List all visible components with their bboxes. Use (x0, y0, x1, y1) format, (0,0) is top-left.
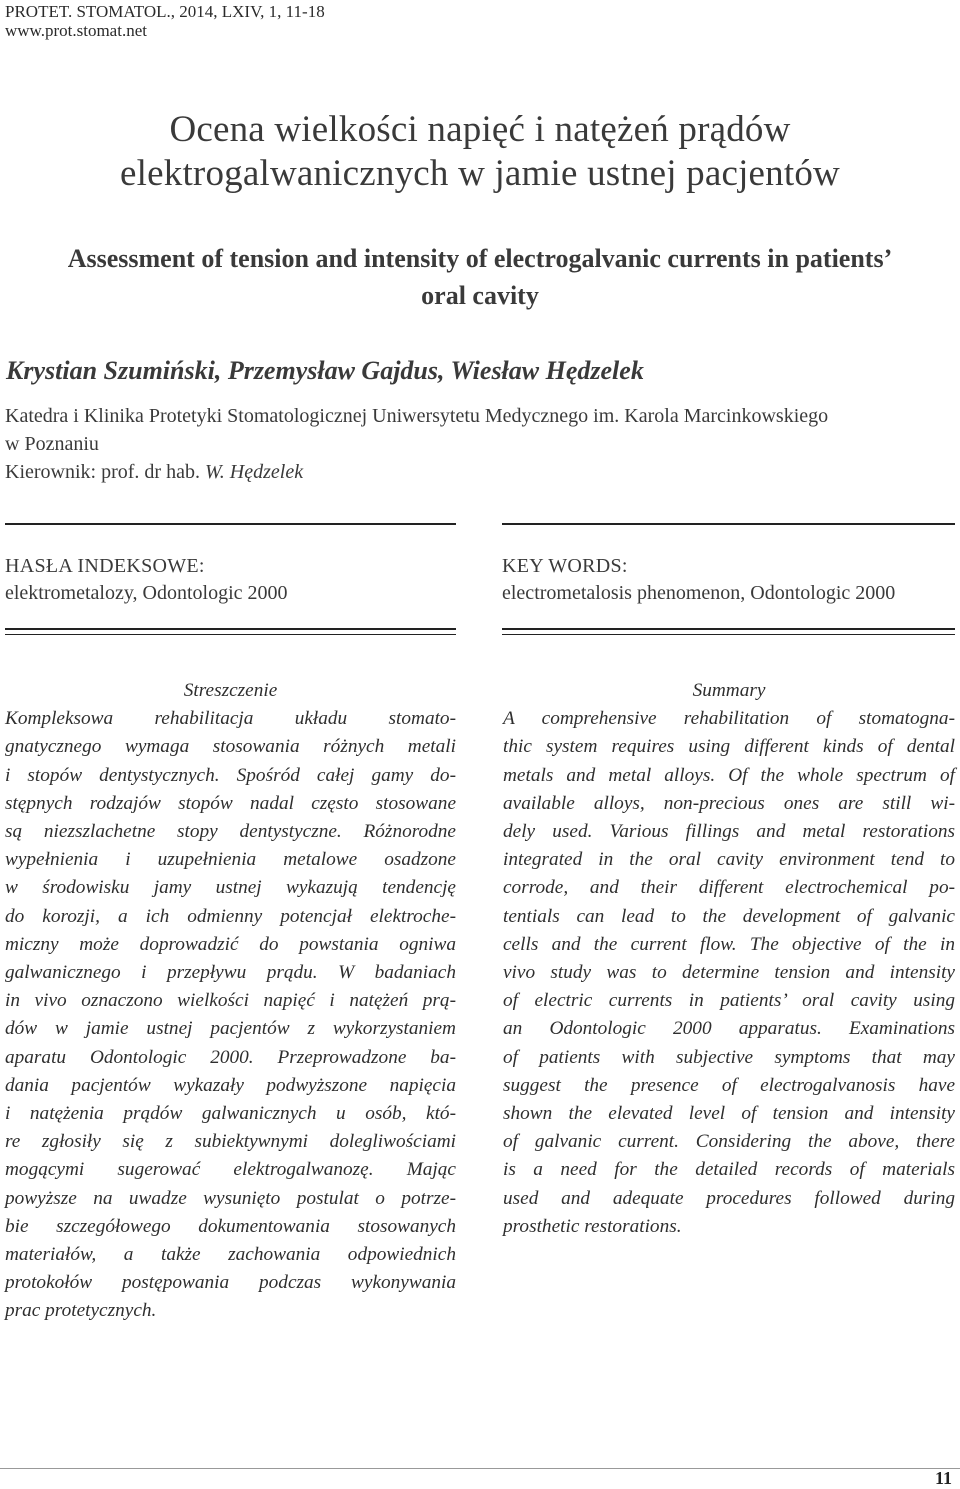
abstract-line: of galvanic current. Considering the above, there (503, 1131, 955, 1153)
abstract-english (503, 677, 955, 1241)
abstract-line: stępnych rodzajów stopów nadal często stosowane (5, 792, 456, 814)
abstract-line: w środowisku jamy ustnej wykazują tendencję (5, 877, 456, 899)
title-english-line1: Assessment of tension and intensity of electrogalvanic currents in patients’ (67, 244, 893, 273)
abstract-line: bie szczegółowego dokumentowania stosowanych (5, 1215, 456, 1237)
abstract-line: metals and metal alloys. Of the whole spectrum of (503, 764, 955, 786)
abstract-line: wypełnienia i uzupełnienia metalowe osadzone (5, 849, 456, 871)
abstract-line: integrated in the oral cavity environment tend to (503, 849, 955, 871)
keywords-en-bottom-rule-2 (502, 634, 955, 635)
title-polish-line2: elektrogalwanicznych w jamie ustnej pacjentów (120, 153, 840, 194)
abstract-line: miczny może doprowadzić do powstania ogniwa (5, 933, 456, 955)
keywords-pl-bottom-rule-1 (5, 628, 456, 630)
keywords-english (502, 553, 895, 607)
keywords-polish-text: elektrometalozy, Odontologic 2000 (5, 582, 288, 604)
abstract-line: prac protetycznych. (5, 1300, 157, 1322)
affiliation-line2: w Poznaniu (5, 433, 99, 455)
abstract-line: available alloys, non-precious ones are still wi- (503, 792, 955, 814)
abstract-line: są niezszlachetne stopy dentystyczne. Różnorodne (5, 821, 456, 843)
abstract-line: galwanicznego i przepływu prądu. W badaniach (5, 962, 456, 984)
keywords-english-heading: KEY WORDS: (502, 555, 628, 577)
abstract-line: tentials can lead to the development of galvanic (503, 905, 955, 927)
keywords-polish (5, 553, 288, 607)
keywords-polish-heading: HASŁA INDEKSOWE: (5, 555, 205, 577)
abstract-line: is a need for the detailed records of materials (503, 1159, 955, 1181)
abstract-line: vivo study was to determine tension and intensity (503, 962, 955, 984)
journal-url[interactable]: www.prot.stomat.net (5, 21, 147, 40)
abstract-polish (5, 677, 456, 1326)
abstract-line: thic system requires using different kinds of dental (503, 736, 955, 758)
title-polish-line1: Ocena wielkości napięć i natężeń prądów (169, 109, 791, 150)
abstract-line: i natężenia prądów galwanicznych u osób, któ- (5, 1103, 456, 1125)
abstract-line: do korozji, a ich odmienny potencjał elektroche- (5, 905, 456, 927)
abstract-line: suggest the presence of electrogalvanosis have (503, 1074, 955, 1096)
page-number: 11 (934, 1468, 952, 1488)
affiliation-line1: Katedra i Klinika Protetyki Stomatologicznej Uniwersytetu Medycznego im. Karola Marcinkowskiego (5, 405, 829, 427)
abstract-polish-heading: Streszczenie (183, 680, 278, 701)
keywords-pl-top-rule (5, 523, 456, 525)
abstract-line: dów w jamie ustnej pacjentów z wykorzystaniem (5, 1018, 456, 1040)
abstract-line: re zgłosiły się z subiektywnymi dolegliwościami (5, 1131, 456, 1153)
abstract-line: powyższe na uwadze wysunięto postulat o potrze- (5, 1187, 456, 1209)
abstract-line: in vivo oznaczono wielkości napięć i natężeń prą- (5, 990, 456, 1012)
abstract-line: an Odontologic 2000 apparatus. Examinations (503, 1018, 955, 1040)
title-english-line2: oral cavity (421, 281, 539, 310)
abstract-line: corrode, and their different electrochemical po- (503, 877, 955, 899)
abstract-line: materiałów, a także zachowania odpowiednich (5, 1244, 456, 1266)
abstract-line: dely used. Various fillings and metal restorations (503, 821, 955, 843)
journal-citation: PROTET. STOMATOL., 2014, LXIV, 1, 11-18 (5, 2, 325, 21)
abstract-line: prosthetic restorations. (503, 1215, 682, 1237)
abstract-line: aparatu Odontologic 2000. Przeprowadzone ba- (5, 1046, 456, 1068)
abstract-line: of patients with subjective symptoms that may (503, 1046, 955, 1068)
department-head-prefix: Kierownik: prof. dr hab. (5, 461, 205, 483)
keywords-english-text: electrometalosis phenomenon, Odontologic 2000 (502, 582, 896, 604)
abstract-line: of electric currents in patients’ oral cavity using (503, 990, 955, 1012)
affiliation (5, 402, 955, 486)
abstract-line: protokołów postępowania podczas wykonywania (5, 1272, 456, 1294)
department-head (5, 458, 955, 486)
department-head-name: W. Hędzelek (204, 461, 304, 483)
abstract-english-heading: Summary (692, 680, 766, 701)
abstract-line: dania pacjentów wykazały podwyższone napięcia (5, 1074, 456, 1096)
authors: Krystian Szumiński, Przemysław Gajdus, Wiesław Hędzelek (6, 356, 644, 385)
keywords-en-top-rule (502, 523, 955, 525)
abstract-line: shown the elevated level of tension and intensity (503, 1103, 955, 1125)
abstract-line: used and adequate procedures followed during (503, 1187, 955, 1209)
title-polish (0, 108, 960, 196)
journal-header (5, 2, 325, 40)
abstract-line: cells and the current flow. The objective of the in (503, 933, 955, 955)
abstract-line: Kompleksowa rehabilitacja układu stomato- (5, 708, 456, 730)
abstract-line: A comprehensive rehabilitation of stomatogna- (503, 708, 955, 730)
abstract-line: gnatycznego wymaga stosowania różnych metali (5, 736, 456, 758)
abstract-line: mogącymi sugerować elektrogalwanozę. Mając (5, 1159, 456, 1181)
title-english (0, 240, 960, 314)
abstract-line: i stopów dentystycznych. Spośród całej gamy do- (5, 764, 456, 786)
keywords-en-bottom-rule-1 (502, 628, 955, 630)
keywords-pl-bottom-rule-2 (5, 634, 456, 635)
footer-rule (0, 1468, 960, 1469)
